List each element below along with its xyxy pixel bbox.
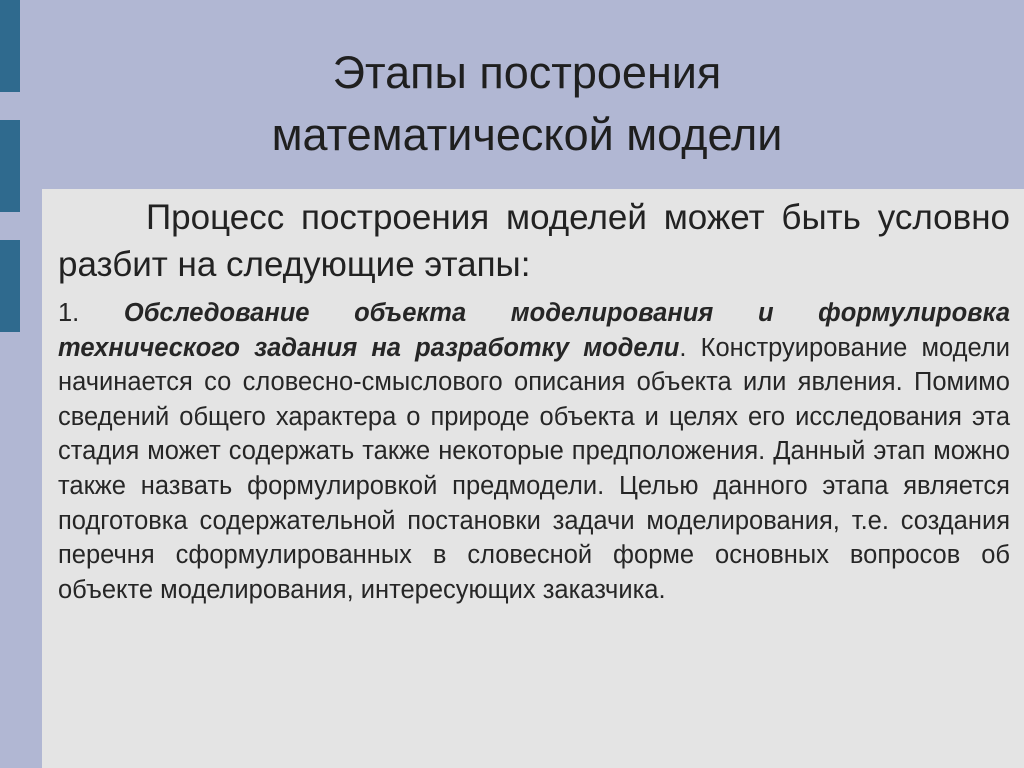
- content-panel: [42, 189, 1024, 768]
- slide-title-line1: Этапы построения: [332, 47, 722, 98]
- stage-heading: Обследование объекта моделирования и формулировка технического задания на разработку модели: [58, 299, 1010, 362]
- stage-body: Конструирование модели начинается со словесно-смыслового описания объекта или явления. Помимо сведений общего характера о природе объекта и целях его исследования эта стадия может содержать также некоторые предположения. Данный этап можно также назвать формулировкой предмодели. Целью данного этапа является подготовка содержательной постановки задачи моделирования, т.е. создания перечня сформулированных в словесной форме основных вопросов об объекте моделирования, интересующих заказчика.: [58, 333, 1010, 604]
- intro-paragraph: Процесс построения моделей может быть условно разбит на следующие этапы:: [58, 198, 1010, 284]
- stage-number: 1.: [58, 299, 124, 327]
- stage-paragraph: [58, 296, 1010, 607]
- stage-heading-end: .: [679, 333, 687, 362]
- slide-title-line2: математической модели: [271, 109, 783, 160]
- accent-bar-top: [0, 0, 20, 92]
- accent-bar-bottom: [0, 240, 20, 332]
- accent-bar-middle: [0, 120, 20, 212]
- slide-title: [150, 42, 904, 166]
